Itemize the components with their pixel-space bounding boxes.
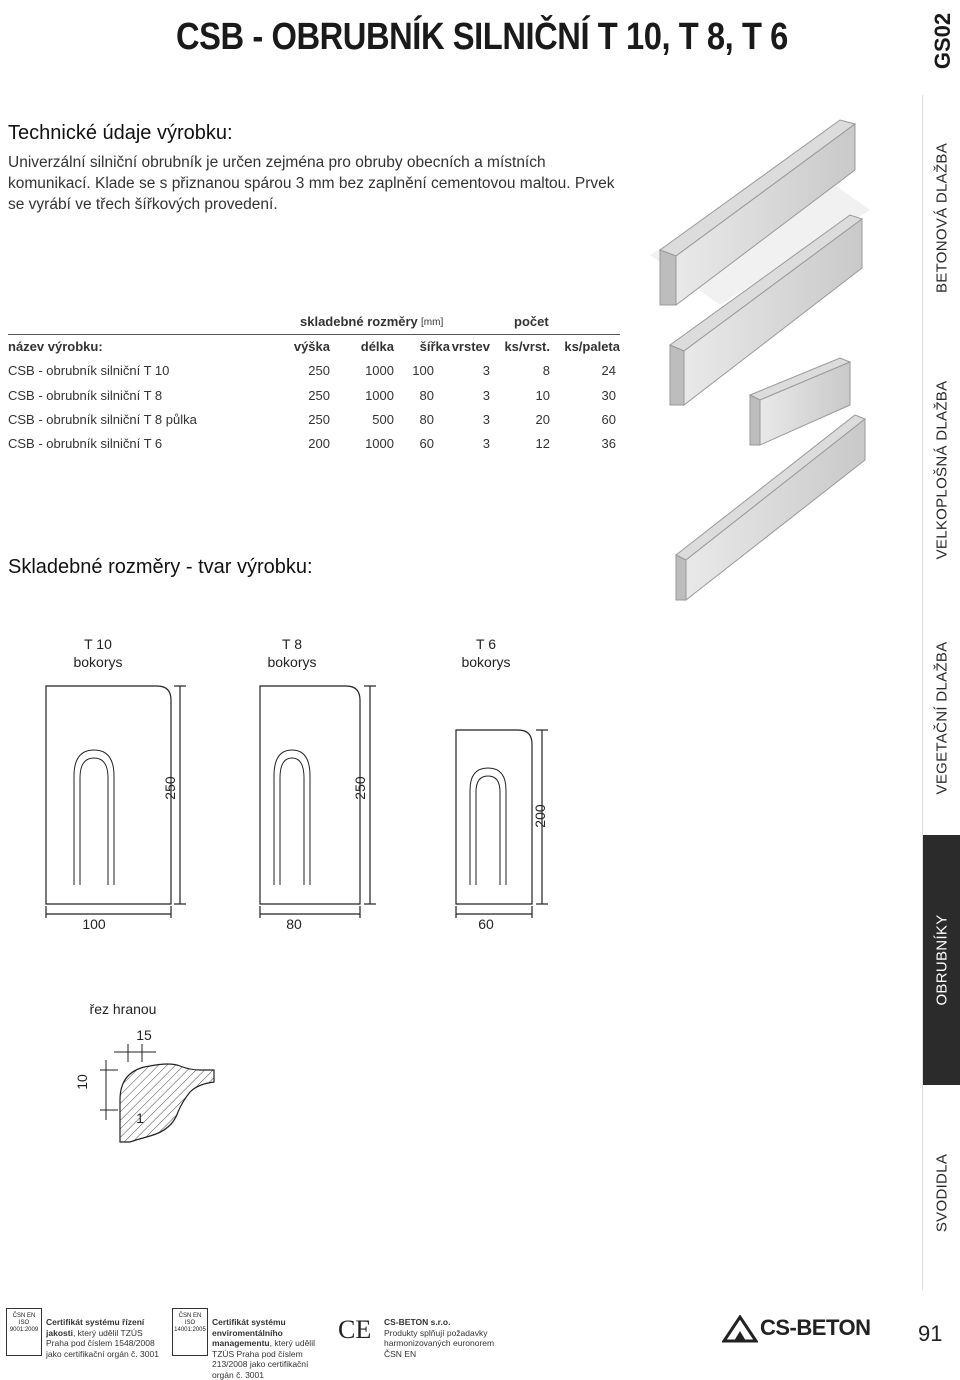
cell-length: 500 — [372, 412, 394, 427]
sidebar-item-obrubniky[interactable] — [923, 835, 960, 1085]
sidebar-item-label: VEGETAČNÍ DLAŽBA — [933, 641, 951, 794]
cell-name: CSB - obrubník silniční T 6 — [8, 436, 163, 451]
iso9001-badge — [6, 1308, 42, 1356]
cell-pcs-layer: 20 — [535, 412, 550, 427]
edge-dim-top: 15 — [136, 1027, 152, 1043]
cell-width: 80 — [419, 388, 434, 403]
profile-t6-view: bokorys — [461, 654, 511, 670]
cert1-body: , který udělil TZÚS Praha pod číslem 1548/2008 jako certifikační orgán č. 3001 — [46, 1327, 159, 1359]
ce-mark-icon: CE — [338, 1315, 372, 1344]
col-height: výška — [293, 339, 330, 354]
cell-layers: 3 — [482, 436, 490, 451]
profile-t8-width: 80 — [286, 916, 302, 932]
col-pcs-pallet: ks/paleta — [564, 339, 620, 354]
iso14001-badge — [172, 1308, 208, 1356]
cell-height: 200 — [308, 436, 330, 451]
profile-t6-name: T 6 — [476, 636, 496, 652]
cs-beton-logo-icon — [722, 1315, 758, 1343]
sidebar-item-velkoplosna-dlazba[interactable] — [923, 350, 960, 590]
edge-section-drawing — [90, 1040, 230, 1150]
tech-heading: Technické údaje výrobku: — [8, 122, 233, 144]
profile-t6-height: 200 — [532, 804, 548, 828]
profile-t8-view: bokorys — [267, 654, 317, 670]
group-dims-label: skladebné rozměry — [300, 314, 418, 329]
ce-text — [384, 1317, 514, 1359]
table-divider — [8, 334, 620, 335]
cell-pcs-pallet: 36 — [601, 436, 616, 451]
sidebar-item-vegetacni-dlazba[interactable] — [923, 600, 960, 835]
profile-t8-height: 250 — [352, 776, 368, 800]
table-header — [8, 339, 620, 361]
cell-pcs-pallet: 60 — [601, 412, 616, 427]
iso9001-badge-text: ČSN EN ISO 9001:2009 — [9, 1313, 39, 1333]
col-length: délka — [360, 339, 394, 354]
cell-length: 1000 — [365, 436, 394, 451]
section-code — [926, 0, 960, 82]
profile-t10-width: 100 — [82, 916, 106, 932]
iso14001-badge-text: ČSN EN ISO 14001:2005 — [174, 1313, 206, 1333]
profile-t10-view: bokorys — [73, 654, 123, 670]
cell-pcs-layer: 12 — [535, 436, 550, 451]
col-width: šířka — [419, 339, 450, 354]
table-row — [8, 436, 620, 458]
profile-t10-height: 250 — [162, 776, 178, 800]
cell-pcs-pallet: 30 — [601, 388, 616, 403]
cell-width: 60 — [419, 436, 434, 451]
cell-name: CSB - obrubník silniční T 8 — [8, 388, 163, 403]
cell-pcs-layer: 10 — [535, 388, 550, 403]
cert2-text — [212, 1317, 332, 1380]
cell-width: 100 — [412, 363, 434, 378]
cert1-title: Certifikát systému řízení jakosti — [46, 1317, 145, 1338]
section-code-label: GS02 — [930, 12, 955, 70]
cell-height: 250 — [308, 412, 330, 427]
cert1-text — [46, 1317, 166, 1359]
cell-name: CSB - obrubník silniční T 8 půlka — [8, 412, 197, 427]
curb-t6-image — [676, 415, 865, 600]
sidebar-item-betonova-dlazba[interactable] — [923, 95, 960, 340]
cell-width: 80 — [419, 412, 434, 427]
product-illustration — [640, 100, 920, 620]
cell-length: 1000 — [365, 388, 394, 403]
table-group-header — [8, 314, 620, 336]
table-row — [8, 363, 620, 385]
cell-height: 250 — [308, 388, 330, 403]
col-layers: vrstev — [451, 339, 490, 354]
group-dims-unit: [mm] — [421, 317, 444, 328]
col-pcs-layer: ks/vrst. — [504, 339, 550, 354]
table-row — [8, 412, 620, 434]
sidebar-item-label: BETONOVÁ DLAŽBA — [933, 142, 951, 293]
cell-layers: 3 — [482, 412, 490, 427]
cell-height: 250 — [308, 363, 330, 378]
brand-name: CS-BETON — [760, 1315, 871, 1340]
ce-body: Produkty splňují požadavky harmonizovaných euronorem ČSN EN — [384, 1327, 495, 1359]
ce-company: CS-BETON s.r.o. — [384, 1317, 451, 1327]
cell-pcs-pallet: 24 — [601, 363, 616, 378]
sidebar-item-svodidla[interactable] — [923, 1095, 960, 1290]
cell-pcs-layer: 8 — [542, 363, 550, 378]
cert2-title: Certifikát systému enviromentálního managementu — [212, 1317, 286, 1348]
cell-length: 1000 — [365, 363, 394, 378]
cell-name: CSB - obrubník silniční T 10 — [8, 363, 170, 378]
cell-layers: 3 — [482, 363, 490, 378]
category-sidebar — [922, 95, 960, 1290]
page-title: CSB - OBRUBNÍK SILNIČNÍ T 10, T 8, T 6 — [176, 16, 788, 58]
sidebar-item-label: VELKOPLOŠNÁ DLAŽBA — [933, 380, 951, 560]
cell-layers: 3 — [482, 388, 490, 403]
page-number: 91 — [918, 1321, 943, 1346]
profile-t10-name: T 10 — [84, 636, 112, 652]
group-count-label: počet — [514, 314, 549, 329]
tech-description: Univerzální silniční obrubník je určen zejména pro obruby obecních a místních komunikací. Klade se s přiznanou spárou 3 mm bez zaplnění cementovou maltou. Prvek se vyrábí ve třech šířkových provedení. — [8, 154, 615, 213]
edge-section-label: řez hranou — [89, 1001, 157, 1017]
page-footer — [0, 1295, 960, 1380]
edge-dim-left: 10 — [74, 1074, 90, 1090]
profile-drawings — [30, 680, 570, 940]
sidebar-item-label: SVODIDLA — [933, 1153, 951, 1232]
cert2-body: , který udělil TZÚS Praha pod číslem 213/2008 jako certifikační orgán č. 3001 — [212, 1338, 315, 1380]
profile-t8-name: T 8 — [282, 636, 302, 652]
sidebar-item-label: OBRUBNÍKY — [933, 914, 951, 1006]
profile-t6-width: 60 — [478, 916, 494, 932]
table-row — [8, 388, 620, 410]
col-name: název výrobku: — [8, 339, 103, 354]
shapes-heading: Skladebné rozměry - tvar výrobku: — [8, 556, 313, 578]
